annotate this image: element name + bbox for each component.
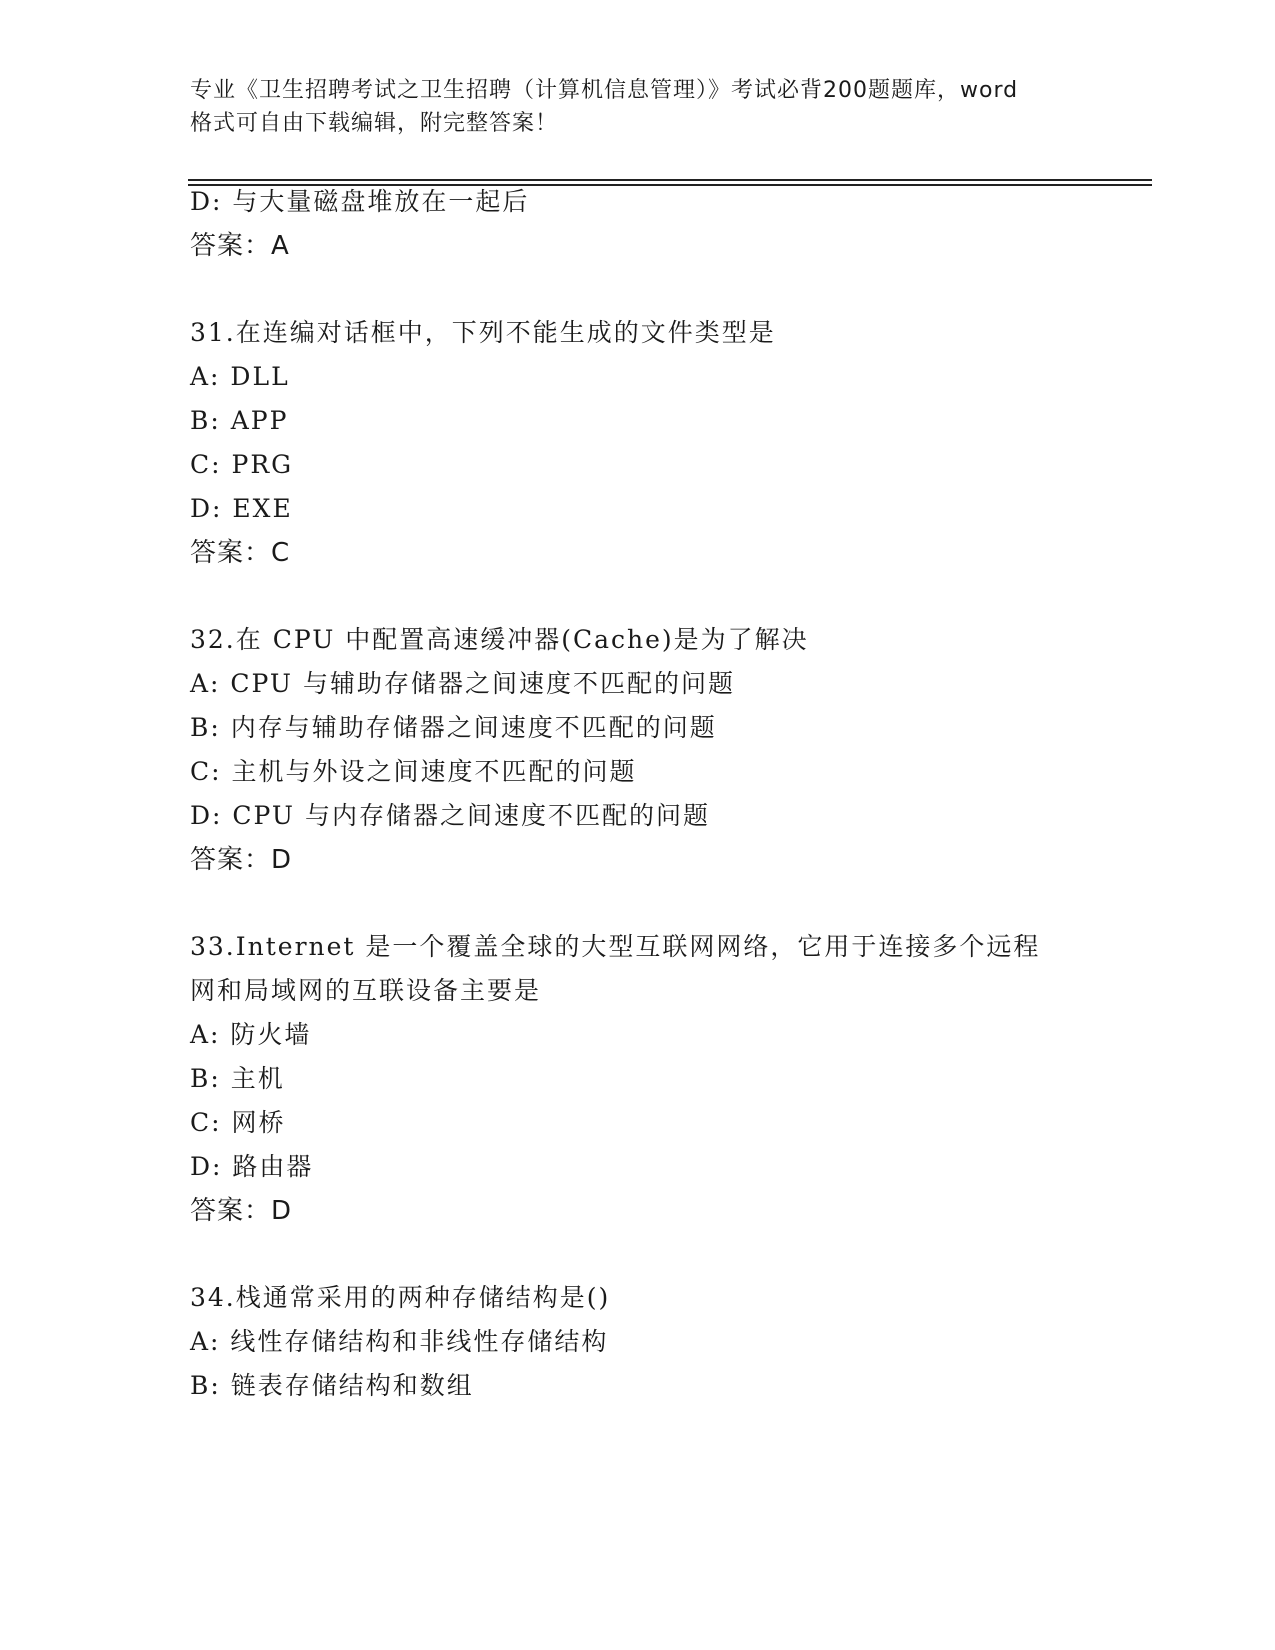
option-b-q34: B: 链表存储结构和数组 [190,1371,474,1400]
header-divider-top [188,179,1152,181]
option-d-q30: D: 与大量磁盘堆放在一起后 [190,187,530,216]
question-33: 33.Internet 是一个覆盖全球的大型互联网网络，它用于连接多个远程 [190,932,1041,961]
option-b-q31: B: APP [190,406,289,435]
question-34: 34.栈通常采用的两种存储结构是() [190,1283,611,1312]
header-line-1: 专业《卫生招聘考试之卫生招聘（计算机信息管理）》考试必背200题题库，word [190,78,1019,103]
option-c-q31: C: PRG [190,450,294,479]
document-header [190,74,1090,140]
answer-q31: 答案：C [190,538,291,568]
option-c-q33: C: 网桥 [190,1108,286,1137]
option-a-q34: A: 线性存储结构和非线性存储结构 [190,1327,609,1356]
answer-q33: 答案：D [190,1196,293,1226]
answer-q32: 答案：D [190,845,293,875]
option-a-q32: A: CPU 与辅助存储器之间速度不匹配的问题 [190,669,735,698]
question-31: 31.在连编对话框中，下列不能生成的文件类型是 [190,318,776,347]
option-d-q31: D: EXE [190,494,293,523]
option-d-q33: D: 路由器 [190,1152,314,1181]
option-a-q33: A: 防火墙 [190,1020,312,1049]
option-b-q32: B: 内存与辅助存储器之间速度不匹配的问题 [190,713,717,742]
header-divider-bottom [188,184,1152,186]
question-32: 32.在 CPU 中配置高速缓冲器(Cache)是为了解决 [190,625,809,654]
option-b-q33: B: 主机 [190,1064,285,1093]
option-d-q32: D: CPU 与内存储器之间速度不匹配的问题 [190,801,710,830]
answer-q30: 答案：A [190,231,290,261]
option-c-q32: C: 主机与外设之间速度不匹配的问题 [190,757,637,786]
question-33-continued: 网和局域网的互联设备主要是 [190,976,542,1005]
header-line-2: 格式可自由下载编辑，附完整答案！ [190,111,559,136]
option-a-q31: A: DLL [190,362,290,391]
